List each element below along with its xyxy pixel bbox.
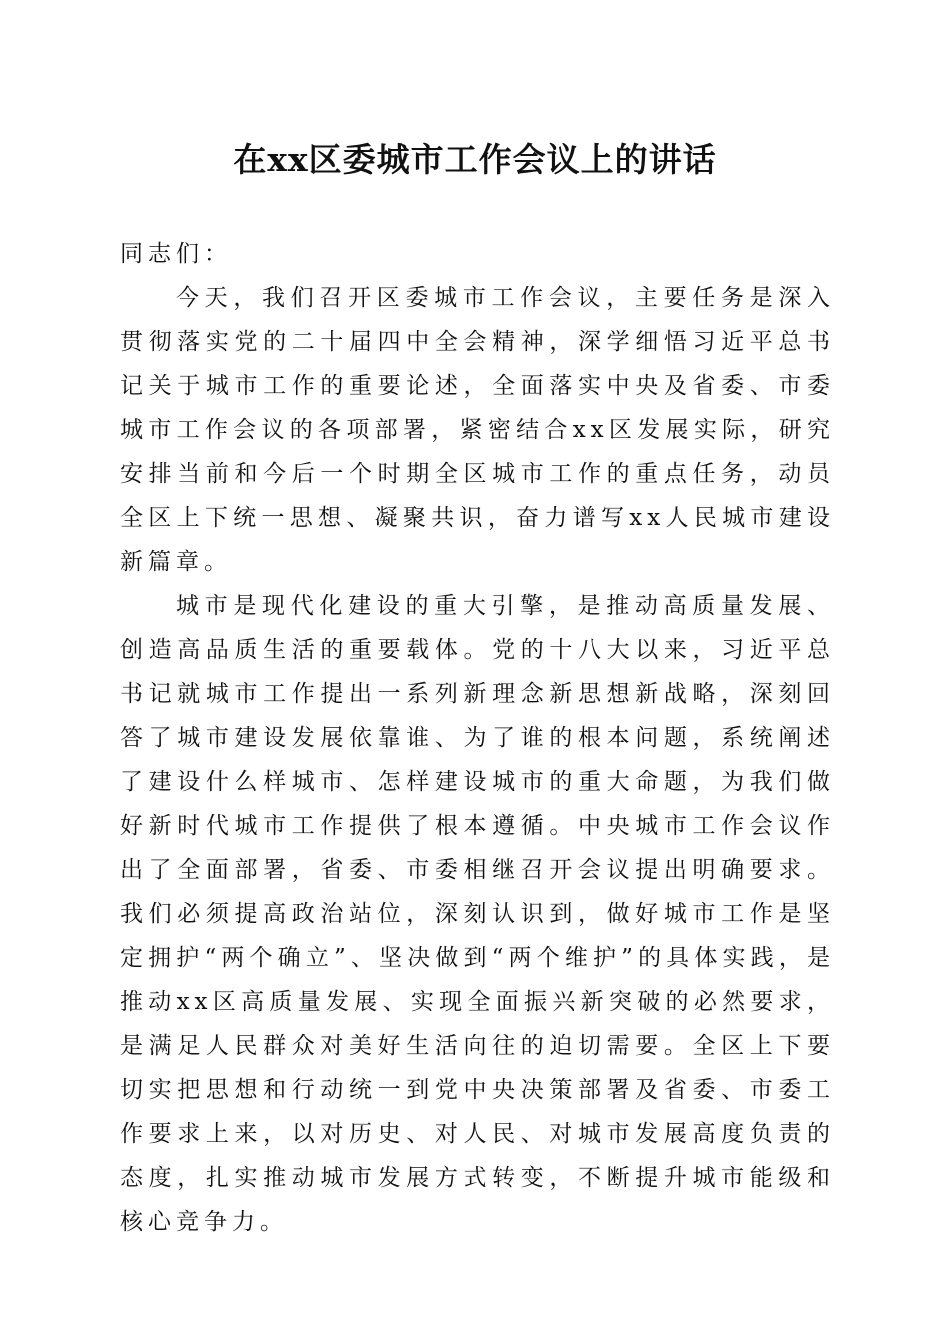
document-title: 在xx区委城市工作会议上的讲话 xyxy=(233,140,717,179)
paragraph-1: 今天，我们召开区委城市工作会议，主要任务是深入贯彻落实党的二十届四中全会精神，深学细悟习近平总书记关于城市工作的重要论述，全面落实中央及省委、市委城市工作会议的各项部署，紧密结合xx区发展实际，研究安排当前和今后一个时期全区城市工作的重点任务，动员全区上下统一思想、凝聚共识，奋力谱写xx人民城市建设新篇章。 xyxy=(120,285,835,575)
document-body xyxy=(120,232,835,1244)
paragraph-2: 城市是现代化建设的重大引擎，是推动高质量发展、创造高品质生活的重要载体。党的十八大以来，习近平总书记就城市工作提出一系列新理念新思想新战略，深刻回答了城市建设发展依靠谁、为了谁的根本问题，系统阐述了建设什么样城市、怎样建设城市的重大命题，为我们做好新时代城市工作提供了根本遵循。中央城市工作会议作出了全面部署，省委、市委相继召开会议提出明确要求。我们必须提高政治站位，深刻认识到，做好城市工作是坚定拥护“两个确立”、坚决做到“两个维护”的具体实践，是推动xx区高质量发展、实现全面振兴新突破的必然要求，是满足人民群众对美好生活向往的迫切需要。全区上下要切实把思想和行动统一到党中央决策部署及省委、市委工作要求上来，以对历史、对人民、对城市发展高度负责的态度，扎实推动城市发展方式转变，不断提升城市能级和核心竞争力。 xyxy=(120,593,835,1235)
salutation: 同志们： xyxy=(120,241,232,267)
